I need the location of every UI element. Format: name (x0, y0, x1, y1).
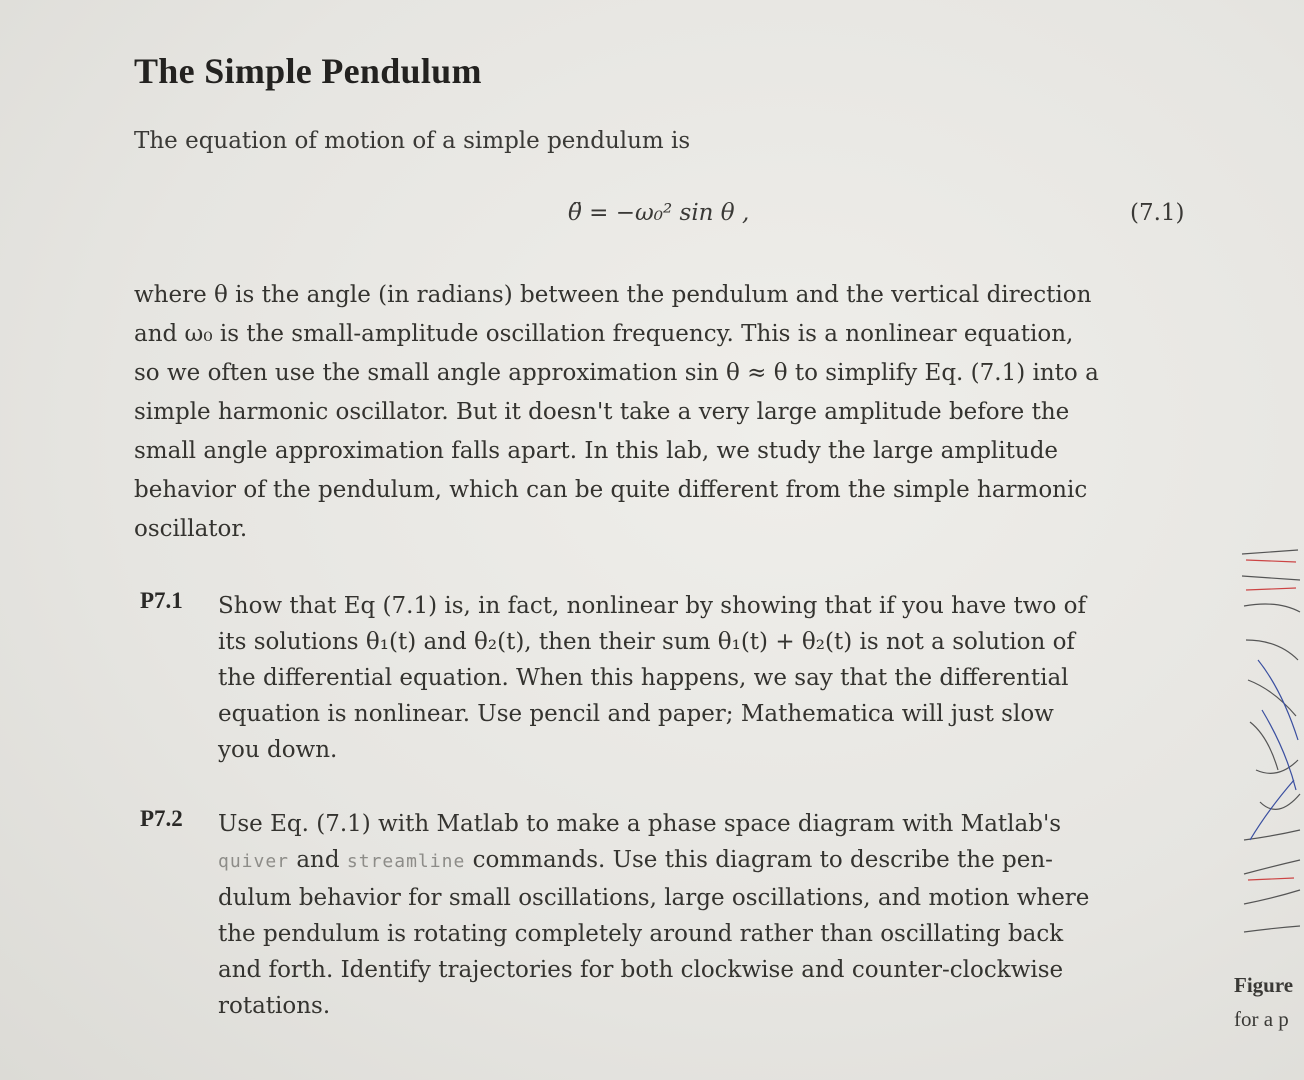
paragraph-line: so we often use the small angle approximation sin θ ≈ θ to simplify Eq. (7.1) into a (134, 360, 1099, 386)
paragraph-line: where θ is the angle (in radians) between the pendulum and the vertical direction (134, 282, 1092, 308)
problem-line: and forth. Identify trajectories for both clockwise and counter-clockwise (218, 957, 1064, 983)
problem-body (218, 806, 1188, 1024)
equation-number: (7.1) (1130, 200, 1185, 226)
problem-line: Use Eq. (7.1) with Matlab to make a phase space diagram with Matlab's (218, 811, 1062, 837)
problem-line: rotations. (218, 993, 331, 1019)
body-paragraph (134, 276, 1196, 549)
problem-line: dulum behavior for small oscillations, large oscillations, and motion where (218, 885, 1090, 911)
problem-label: P7.1 (140, 588, 183, 613)
paragraph-line: simple harmonic oscillator. But it doesn't take a very large amplitude before the (134, 399, 1070, 425)
problem-label: P7.2 (140, 806, 183, 831)
problem-line: its solutions θ₁(t) and θ₂(t), then their sum θ₁(t) + θ₂(t) is not a solution of (218, 629, 1075, 655)
problem-line-with-code (218, 842, 1188, 880)
problem-line: equation is nonlinear. Use pencil and paper; Mathematica will just slow (218, 701, 1054, 727)
problem-line: you down. (218, 737, 338, 763)
intro-text: The equation of motion of a simple pendulum is (134, 128, 691, 154)
line-rest: commands. Use this diagram to describe the pen- (465, 847, 1053, 873)
paragraph-line: small angle approximation falls apart. In this lab, we study the large amplitude (134, 438, 1059, 464)
paragraph-line: oscillator. (134, 516, 248, 542)
code-quiver: quiver (218, 851, 290, 872)
equation-7-1: θ̈ = −ω₀² sin θ , (568, 200, 750, 226)
section-title: The Simple Pendulum (134, 51, 482, 91)
problem-line: Show that Eq (7.1) is, in fact, nonlinear by showing that if you have two of (218, 593, 1086, 619)
paragraph-line: and ω₀ is the small-amplitude oscillation frequency. This is a nonlinear equation, (134, 321, 1074, 347)
phase-space-figure-partial (1238, 540, 1304, 960)
problem-body (218, 588, 1188, 768)
caption-text: for a p (1234, 1007, 1289, 1031)
conjunction: and (289, 847, 347, 873)
caption-figure-label: Figure (1234, 973, 1294, 997)
problem-7-1 (140, 588, 1190, 778)
code-streamline: streamline (346, 851, 466, 872)
figure-caption (1234, 968, 1293, 1036)
problem-line: the pendulum is rotating completely around rather than oscillating back (218, 921, 1064, 947)
problem-line: the differential equation. When this happens, we say that the differential (218, 665, 1069, 691)
problem-7-2 (140, 806, 1190, 1046)
paragraph-line: behavior of the pendulum, which can be quite different from the simple harmonic (134, 477, 1088, 503)
